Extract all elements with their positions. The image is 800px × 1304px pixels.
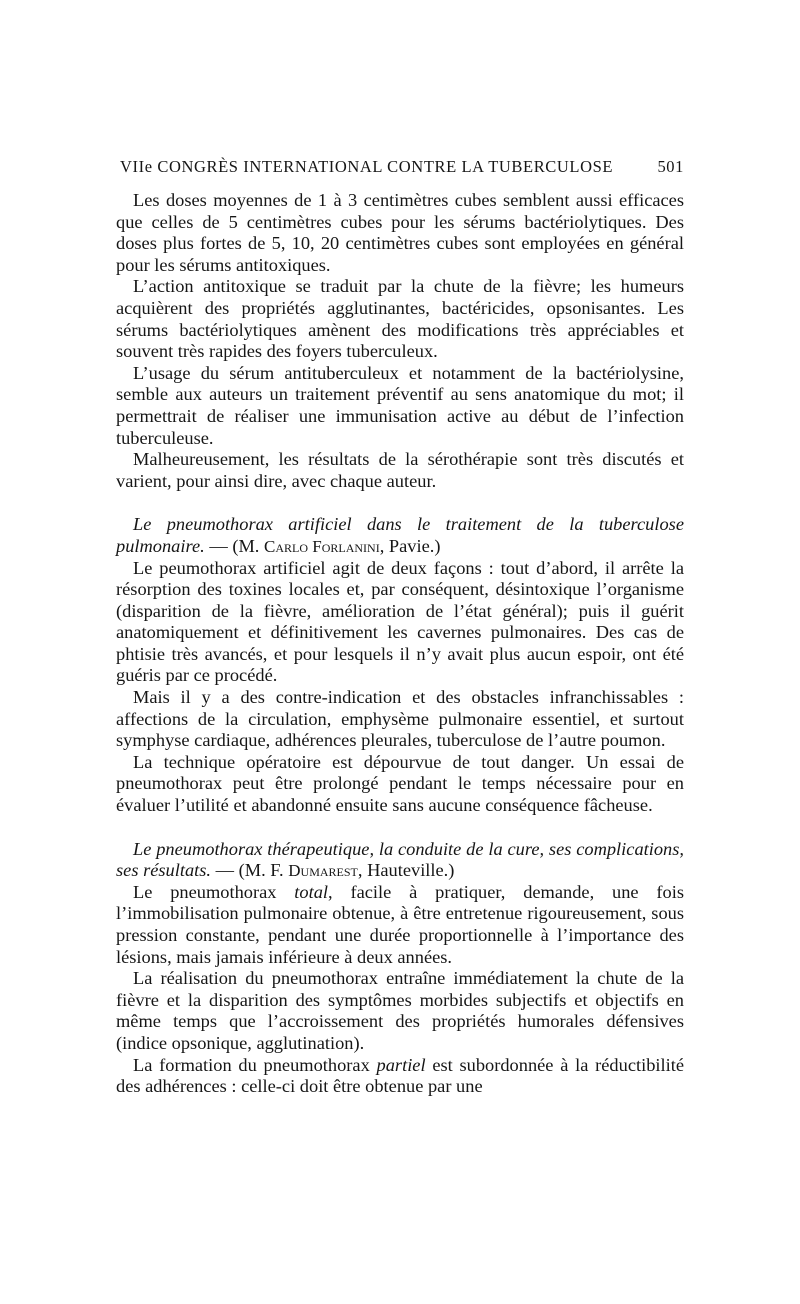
text-run: La formation du pneumothorax <box>133 1054 377 1075</box>
emphasis: total <box>294 881 329 902</box>
author-name: Dumarest <box>288 861 358 881</box>
author-prefix: — (M. F. <box>215 860 284 881</box>
section-heading <box>116 839 684 882</box>
body-text <box>116 190 684 1098</box>
paragraph: Le peumothorax artificiel agit de deux façons : tout d’abord, il arrête la résorption des toxines locales et, par conséquent, désintoxique l’organisme (disparition de la fièvre, amélioration de l’état général); puis il guérit anatomiquement et définitivement les cavernes pulmonaires. Des cas de phtisie très avancés, et pour lesquels il n’y avait plus aucun espoir, ont été guéris par ce procédé. <box>116 557 684 686</box>
paragraph: Malheureusement, les résultats de la sérothérapie sont très discutés et varient, pour ainsi dire, avec chaque auteur. <box>116 449 684 491</box>
author-affiliation: , Hauteville.) <box>357 860 455 881</box>
emphasis: partiel <box>376 1054 426 1075</box>
text-run: , facile à pratiquer, demande, une fois l’immobilisation pulmonaire obtenue, à être entretenue rigoureusement, sous pression constante, pendant une durée proportionnelle à l’importance des lésions, mais jamais inférieure à deux années. <box>116 881 684 967</box>
page-number: 501 <box>657 157 684 176</box>
section-heading <box>116 514 684 557</box>
section-title: Le pneumothorax artificiel dans le traitement de la tuberculose pulmonaire. <box>116 514 684 556</box>
paragraph: Mais il y a des contre-indication et des obstacles infranchissables : affections de la circulation, emphysème pulmonaire essentiel, et surtout symphyse cardiaque, adhérences pleurales, tuberculose de l’autre poumon. <box>116 687 684 751</box>
paragraph <box>116 882 684 968</box>
paragraph: L’action antitoxique se traduit par la chute de la fièvre; les humeurs acquièrent des propriétés agglutinantes, bactéricides, opsonisantes. Les sérums bactériolytiques amènent des modifications très appréciables et souvent très rapides des foyers tuberculeux. <box>116 276 684 362</box>
author-name: Carlo Forlanini <box>264 536 380 556</box>
paragraph: L’usage du sérum antituberculeux et notamment de la bactériolysine, semble aux auteurs un traitement préventif au sens anatomique du mot; il permettrait de réaliser une immunisation active au début de l’infection tuberculeuse. <box>116 362 684 448</box>
section-title: Le pneumothorax thérapeutique, la conduite de la cure, ses complications, ses résultats. <box>116 838 684 881</box>
paragraph: La réalisation du pneumothorax entraîne immédiatement la chute de la fièvre et la disparition des symptômes morbides subjectifs et objectifs en même temps que l’accroissement des propriétés humorales défensives (indice opsonique, agglutination). <box>116 968 684 1053</box>
author-prefix: — (M. <box>209 535 260 556</box>
author-affiliation: , Pavie.) <box>379 535 441 556</box>
running-title: VIIe CONGRÈS INTERNATIONAL CONTRE LA TUBERCULOSE <box>120 157 614 176</box>
running-header <box>120 157 684 177</box>
paragraph: Les doses moyennes de 1 à 3 centimètres cubes semblent aussi efficaces que celles de 5 centimètres cubes pour les sérums bactériolytiques. Des doses plus fortes de 5, 10, 20 centimètres cubes sont employées en général pour les sérums antitoxiques. <box>116 190 684 275</box>
section-gap <box>116 492 684 514</box>
section-gap <box>116 817 684 839</box>
text-run: Le pneumothorax <box>133 881 295 902</box>
paragraph: La technique opératoire est dépourvue de tout danger. Un essai de pneumothorax peut être prolongé pendant le temps nécessaire pour en évaluer l’utilité et abandonné ensuite sans aucune conséquence fâcheuse. <box>116 751 684 816</box>
text-run: est subordonnée à la réductibilité des adhérences : celle-ci doit être obtenue par une <box>116 1054 684 1097</box>
paragraph <box>116 1055 684 1098</box>
